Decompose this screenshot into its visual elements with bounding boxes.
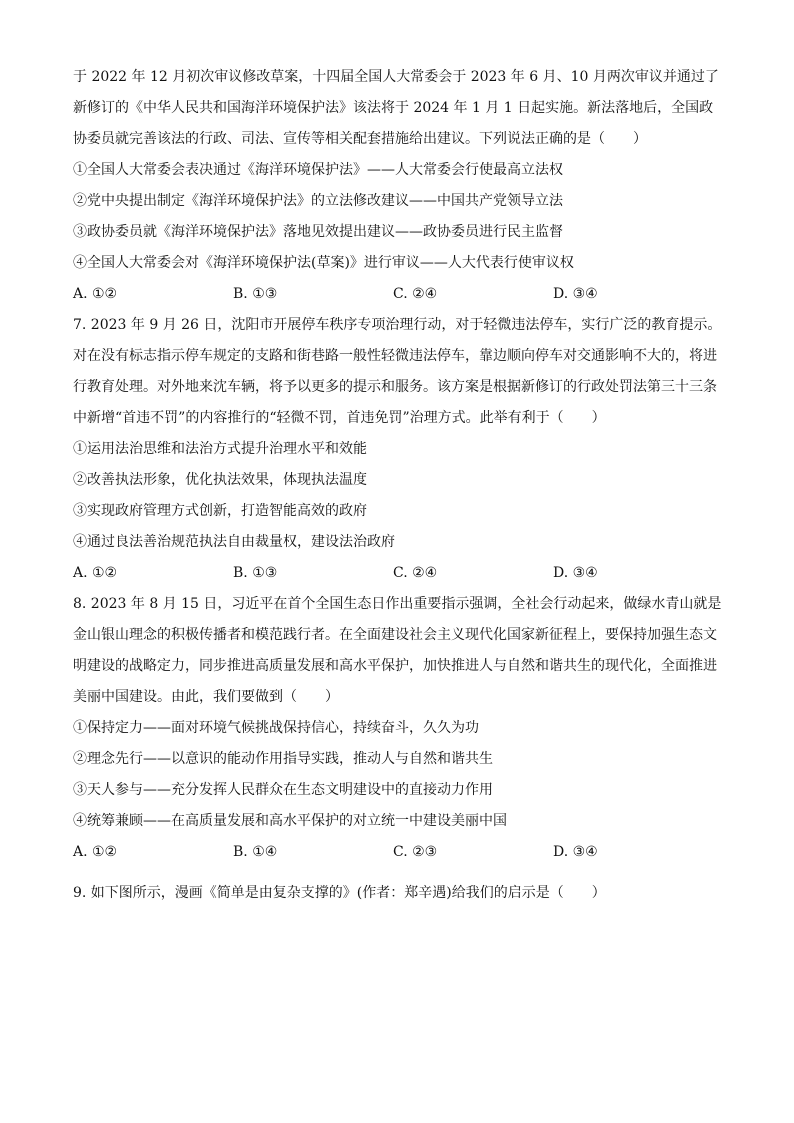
question-7-options [73, 558, 723, 589]
option-b: B. ①③ [233, 286, 278, 302]
spacer [73, 868, 723, 878]
question-8-item-1: ①保持定力——面对环境气候挑战保持信心，持续奋斗，久久为功 [73, 720, 479, 736]
question-7 [73, 310, 723, 589]
question-6-options [73, 279, 723, 310]
option-d: D. ③④ [553, 565, 598, 581]
question-7-item-1: ①运用法治思维和法治方式提升治理水平和效能 [73, 441, 367, 457]
option-b: B. ①④ [233, 844, 278, 860]
question-8-item-2: ②理念先行——以意识的能动作用指导实践，推动人与自然和谐共生 [73, 751, 493, 767]
option-c: C. ②④ [393, 286, 438, 302]
question-8 [73, 589, 723, 868]
option-c: C. ②③ [393, 844, 438, 860]
option-a: A. ①② [73, 844, 118, 860]
option-c: C. ②④ [393, 565, 438, 581]
option-a: A. ①② [73, 565, 118, 581]
question-8-item-4: ④统筹兼顾——在高质量发展和高水平保护的对立统一中建设美丽中国 [73, 813, 507, 829]
question-7-item-2: ②改善执法形象，优化执法效果，体现执法温度 [73, 472, 367, 488]
question-7-item-4: ④通过良法善治规范执法自由裁量权，建设法治政府 [73, 534, 395, 550]
question-6 [73, 62, 723, 310]
question-6-item-4: ④全国人大常委会对《海洋环境保护法(草案)》进行审议——人大代表行使审议权 [73, 255, 574, 271]
question-8-options [73, 837, 723, 868]
question-6-item-3: ③政协委员就《海洋环境保护法》落地见效提出建议——政协委员进行民主监督 [73, 224, 563, 240]
option-d: D. ③④ [553, 844, 598, 860]
question-6-stem: 于 2022 年 12 月初次审议修改草案，十四届全国人大常委会于 2023 年 6 月、10 月两次审议并通过了新修订的《中华人民共和国海洋环境保护法》该法将于 2024 年 1 月 1 日起实施。新法落地后，全国政协委员就完善该法的行政、司法、宣传等相关配套措施给出建议。下列说法正确的是（ ） [73, 69, 719, 147]
question-9 [73, 878, 723, 909]
question-7-item-3: ③实现政府管理方式创新，打造智能高效的政府 [73, 503, 367, 519]
question-8-item-3: ③天人参与——充分发挥人民群众在生态文明建设中的直接动力作用 [73, 782, 493, 798]
option-a: A. ①② [73, 286, 118, 302]
question-6-item-1: ①全国人大常委会表决通过《海洋环境保护法》——人大常委会行使最高立法权 [73, 162, 563, 178]
question-list [73, 62, 723, 909]
question-9-stem: 9. 如下图所示，漫画《简单是由复杂支撑的》(作者：郑辛遇)给我们的启示是（ ） [73, 885, 606, 901]
question-7-stem: 7. 2023 年 9 月 26 日，沈阳市开展停车秩序专项治理行动，对于轻微违法停车，实行广泛的教育提示。对在没有标志指示停车规定的支路和街巷路一般性轻微违法停车，靠边顺向停车对交通影响不大的，将进行教育处理。对外地来沈车辆，将予以更多的提示和服务。该方案是根据新修订的行政处罚法第三十三条中新增“首违不罚”的内容推行的“轻微不罚，首违免罚”治理方式。此举有利于（ ） [73, 317, 722, 426]
option-d: D. ③④ [553, 286, 598, 302]
option-b: B. ①③ [233, 565, 278, 581]
question-8-stem: 8. 2023 年 8 月 15 日，习近平在首个全国生态日作出重要指示强调，全社会行动起来，做绿水青山就是金山银山理念的积极传播者和模范践行者。在全面建设社会主义现代化国家新征程上，要保持加强生态文明建设的战略定力，同步推进高质量发展和高水平保护，加快推进人与自然和谐共生的现代化，全面推进美丽中国建设。由此，我们要做到（ ） [73, 596, 722, 705]
question-6-item-2: ②党中央提出制定《海洋环境保护法》的立法修改建议——中国共产党领导立法 [73, 193, 563, 209]
